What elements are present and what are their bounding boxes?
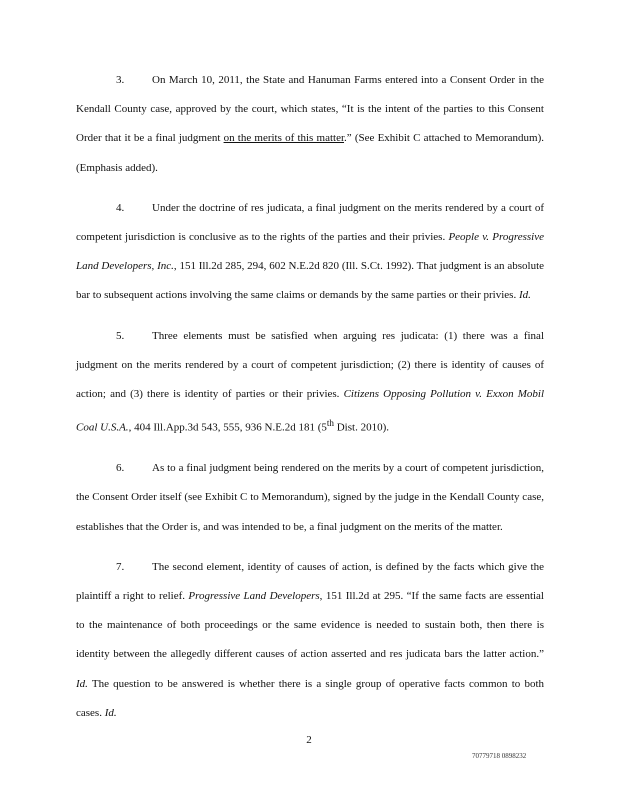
paragraph-text: .” (See Exhibit C attached to Memorandum). (Emphasis added). — [76, 132, 544, 174]
paragraph-number: 4. — [116, 201, 125, 214]
superscript: th — [326, 418, 334, 429]
paragraph-number: 7. — [116, 560, 125, 573]
paragraph-text: , 404 Ill.App.3d 543, 555, 936 N.E.2d 181 (5 — [128, 421, 327, 434]
paragraph-text: Under the doctrine of res judicata, a final judgment on the merits rendered by a court of competent jurisdiction is conclusive as to the rights of the parties and their privies. — [76, 201, 544, 244]
paragraph-text: , 151 Ill.2d 285, 294, 602 N.E.2d 820 (Ill. S.Ct. 1992). That judgment is an absolute bar to subsequent actions involving the same claims or demands by the same parties or their privies. — [76, 260, 545, 302]
document-body — [76, 66, 544, 739]
paragraph-number: 5. — [116, 329, 125, 342]
document-id: 70779718 0898232 — [472, 752, 527, 760]
case-citation: Progressive Land Developers — [188, 589, 320, 602]
paragraph-text: The question to be answered is whether there is a single group of operative facts common to both cases. — [76, 677, 544, 719]
page-number: 2 — [306, 734, 312, 746]
paragraph-text: On March 10, 2011, the State and Hanuman Farms entered into a Consent Order in the Kendall County case, approved by the court, which states, “It is the intent of the parties to this Consent Order that it be a final judgment — [76, 74, 544, 145]
paragraph-text: Three elements must be satisfied when arguing res judicata: (1) there was a final judgment on the merits rendered by a court of competent jurisdiction; (2) there is identity of causes of action; and (3) there is identity of parties or their privies. — [76, 329, 544, 401]
case-citation: Id. — [76, 677, 88, 690]
case-citation: Id. — [518, 289, 531, 302]
paragraph-7 — [76, 553, 544, 728]
paragraph-text: Dist. 2010). — [333, 421, 389, 434]
paragraph-text: As to a final judgment being rendered on the merits by a court of competent jurisdiction, the Consent Order itself (see Exhibit C to Memorandum), signed by the judge in the Kendall County case, establishes that the Order is, and was intended to be, a final judgment on the merits of the matter. — [76, 462, 544, 533]
paragraph-number: 6. — [116, 462, 125, 475]
paragraph-text: , 151 Ill.2d at 295. “If the same facts are essential to the maintenance of both proceedings or the same evidence is needed to sustain both, then there is identity between the allegedly different causes of action asserted and res judicata bars the latter action.” — [76, 589, 544, 661]
paragraph-number: 3. — [116, 74, 125, 86]
paragraph-6 — [76, 454, 544, 542]
case-citation: Id. — [104, 706, 117, 719]
paragraph-text: The second element, identity of causes of action, is defined by the facts which give the plaintiff a right to relief. — [76, 560, 544, 602]
paragraph-4 — [76, 194, 544, 311]
case-citation: Citizens Opposing Pollution v. Exxon Mobil Coal U.S.A. — [76, 388, 545, 434]
paragraph-3 — [76, 66, 544, 183]
paragraph-5 — [76, 322, 544, 443]
underlined-emphasis: on the merits of this matter — [223, 132, 345, 145]
case-citation: People v. Progressive Land Developers, Inc. — [76, 231, 544, 273]
